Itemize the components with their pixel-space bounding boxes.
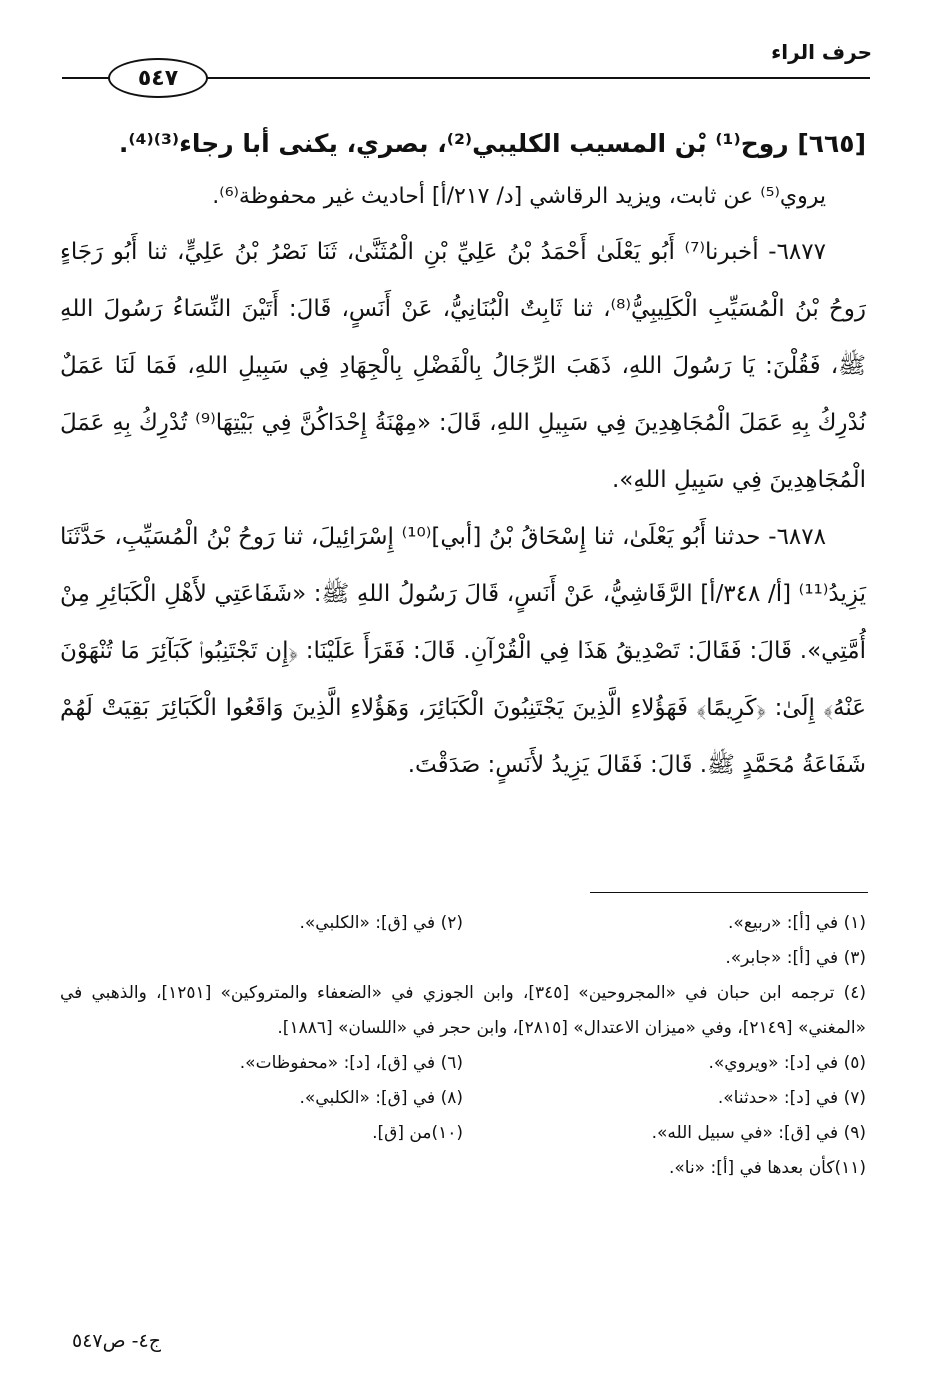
footnote-5: (٥) في [د]: «ويروي». bbox=[708, 1053, 866, 1073]
page-number: ٥٤٧ bbox=[108, 58, 208, 98]
footnote-6: (٦) في [ق]، [د]: «محفوظات». bbox=[239, 1053, 463, 1073]
footnote-11: (١١)كأن بعدها في [أ]: «نا». bbox=[668, 1158, 866, 1178]
hadith-6878: ٦٨٧٨- حدثنا أَبُو يَعْلَىٰ، ثنا إِسْحَاقُ بْنُ [أبي]⁽¹⁰⁾ إِسْرَائِيلَ، ثنا رَوحُ بْنُ الْمُسَيِّبِ، حَدَّثَنَا يَزِيدُ⁽¹¹⁾ [أ/ ٣٤٨/أ] الرَّقَاشِيُّ، عَنْ أَنَسٍ، قَالَ رَسُولُ اللهِ ﷺ: «شَفَاعَتِي لأَهْلِ الْكَبَائِرِ مِنْ أُمَّتِي». قَالَ: فَقَالَ: تَصْدِيقُ هَذَا فِي الْقُرْآنِ. قَالَ: فَقَرَأَ عَلَيْنَا: ﴿إِن تَجْتَنِبُوا۟ كَبَآئِرَ مَا تُنْهَوْنَ عَنْهُ﴾ إِلَىٰ: ﴿كَرِيمًا﴾ فَهَؤُلاءِ الَّذِينَ يَجْتَنِبُونَ الْكَبَائِرَ، وَهَؤُلاءِ الَّذِينَ وَاقَعُوا الْكَبَائِرَ بَقِيَتْ لَهُمْ شَفَاعَةُ مُحَمَّدٍ ﷺ. قَالَ: فَقَالَ يَزِيدُ لأَنَسٍ: صَدَقْتَ. bbox=[60, 524, 866, 778]
volume-page-ref: ج٤- ص٥٤٧ bbox=[72, 1330, 161, 1352]
hadith-6877: ٦٨٧٧- أخبرنا⁽⁷⁾ أَبُو يَعْلَىٰ أَحْمَدُ بْنُ عَلِيِّ بْنِ الْمُثَنَّىٰ، ثَنَا نَصْرُ بْنُ عَلِيٍّ، ثنا أَبُو رَجَاءٍ رَوحُ بْنُ الْمُسَيِّبِ الْكَلِيبِيُّ⁽⁸⁾، ثنا ثَابِتٌ الْبُنَانِيُّ، عَنْ أَنَسٍ، قَالَ: أَتَيْنَ النِّسَاءُ رَسُولَ اللهِ ﷺ، فَقُلْنَ: يَا رَسُولَ اللهِ، ذَهَبَ الرِّجَالُ بِالْفَضْلِ بِالْجِهَادِ فِي سَبِيلِ اللهِ، فَمَا لَنَا عَمَلٌ نُدْرِكُ بِهِ عَمَلَ الْمُجَاهِدِينَ فِي سَبِيلِ اللهِ، قَالَ: «مِهْنَةُ إِحْدَاكُنَّ فِي بَيْتِهَا⁽⁹⁾ تُدْرِكُ بِهِ عَمَلَ الْمُجَاهِدِينَ فِي سَبِيلِ اللهِ». bbox=[60, 239, 866, 493]
footnote-1: (١) في [أ]: «ربيع». bbox=[728, 913, 866, 933]
intro-paragraph: يروي⁽⁵⁾ عن ثابت، ويزيد الرقاشي [د/ ٢١٧/أ] أحاديث غير محفوظة⁽⁶⁾. bbox=[212, 184, 826, 209]
footnotes bbox=[60, 906, 866, 1186]
footnote-2: (٢) في [ق]: «الكلبي». bbox=[299, 913, 463, 933]
footnote-rule bbox=[590, 892, 868, 893]
footnote-7: (٧) في [د]: «حدثنا». bbox=[717, 1088, 866, 1108]
footnote-10: (١٠)من [ق]. bbox=[372, 1123, 463, 1143]
entry-title: [٦٦٥] روح⁽¹⁾ بْن المسيب الكليبي⁽²⁾، بصري، يكنى أبا رجاء⁽³⁾⁽⁴⁾. bbox=[118, 129, 866, 158]
main-text bbox=[60, 118, 866, 794]
footnote-3: (٣) في [أ]: «جابر». bbox=[725, 948, 866, 968]
running-head: حرف الراء bbox=[771, 40, 872, 64]
footnote-4: (٤) ترجمه ابن حبان في «المجروحين» [٣٤٥]، وابن الجوزي في «الضعفاء والمتروكين» [١٢٥١]، والذهبي في «المغني» [٢١٤٩]، وفي «ميزان الاعتدال» [٢٨١٥]، وابن حجر في «اللسان» [١٨٨٦]. bbox=[60, 983, 867, 1038]
footnote-8: (٨) في [ق]: «الكلبي». bbox=[299, 1088, 463, 1108]
footnote-9: (٩) في [ق]: «في سبيل الله». bbox=[651, 1123, 866, 1143]
